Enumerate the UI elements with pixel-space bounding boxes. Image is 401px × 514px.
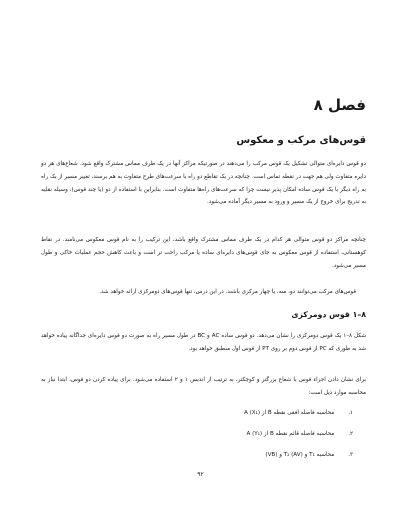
list-item-number: ۱. <box>348 410 353 416</box>
list-item-text: محاسبه فاصله قائم نقطه B از A (Y₁) <box>246 431 335 437</box>
list-item-number: ۲. <box>348 431 353 437</box>
list-item-text: محاسبه T₁ و T₂ (AV) و (VB) <box>265 452 335 458</box>
list-item-text: محاسبه فاصله افقی نقطه B از A (X₁) <box>244 410 335 416</box>
subsection-title: ۸–۱ قوس دومرکزی <box>291 310 366 319</box>
list-item <box>244 407 353 428</box>
list-item <box>244 449 353 470</box>
paragraph-figure-description: شکل ۸–۱ یک قوس دومرکزی را نشان می‌دهد. دو قوس ساده AC و BC در طول مسیر راه به صورت دو قوس دایره‌ای جداگانه پیاده خواهد شد به طوری که PC از قوس دوم بر روی PT از قوس اول منطبق خواهد بود. <box>41 333 367 352</box>
paragraph-reverse-curve: چنانچه مراکز دو قوس متوالی هر کدام در یک طرف مماس مشترک واقع باشد، این ترکیب را به نام قوس معکوس می‌نامند. در نقاط کوهستانی، استفاده از قوس معکوس به جای قوس‌های دایره‌ای ساده یا مرکب راحت تر است و باعث کاهش حجم عملیات خاکی و طول مسیر می‌شود. <box>41 237 366 269</box>
paragraph-indices: برای نشان دادن اجزاء قوس با شعاع بزرگتر و کوچکتر، به ترتیب از اندیس ۱ و ۲ استفاده می‌شود. برای پیاده کردن دو قوس، ابتدا نیاز به محاسبه موارد ذیل است: <box>41 377 366 396</box>
list-item <box>244 428 353 449</box>
page-number: ۹۲ <box>197 471 204 478</box>
calculation-list <box>244 407 353 470</box>
list-item-number: ۳. <box>348 452 353 458</box>
paragraph-compound-types: قوس‌های مرکب می‌توانند دو، سه، یا چهار مرکزی باشند. در این درس، تنها قوس‌های دومرکزی ارائه خواهد شد. <box>99 289 356 295</box>
section-title: قوس‌های مرکب و معکوس <box>236 135 366 146</box>
chapter-title: فصل ۸ <box>313 96 366 114</box>
paragraph-intro: دو قوس دایره‌ای متوالی تشکیل یک قوس مرکب را می‌دهند در صورتیکه مراکز آنها در یک طرف مماس مشترک واقع شود. شعاع‌های هر دو دایره متفاوت ولی هم جهت در نقطه تماس است. چنانچه در یک تقاطع دو راه با سرعت‌های طرح متفاوت به هم برسند، تغییر مسیر از یک راه به راه دیگر با یک قوس ساده امکان پذیر نیست چرا که سرعت‌های راه‌ها متفاوت است. بنابراین با استفاده از دو (یا چند قوس)، وسیله نقلیه به تدریج برای خروج از یک مسیر و ورود به مسیر دیگر آماده می‌شود. <box>41 161 366 206</box>
